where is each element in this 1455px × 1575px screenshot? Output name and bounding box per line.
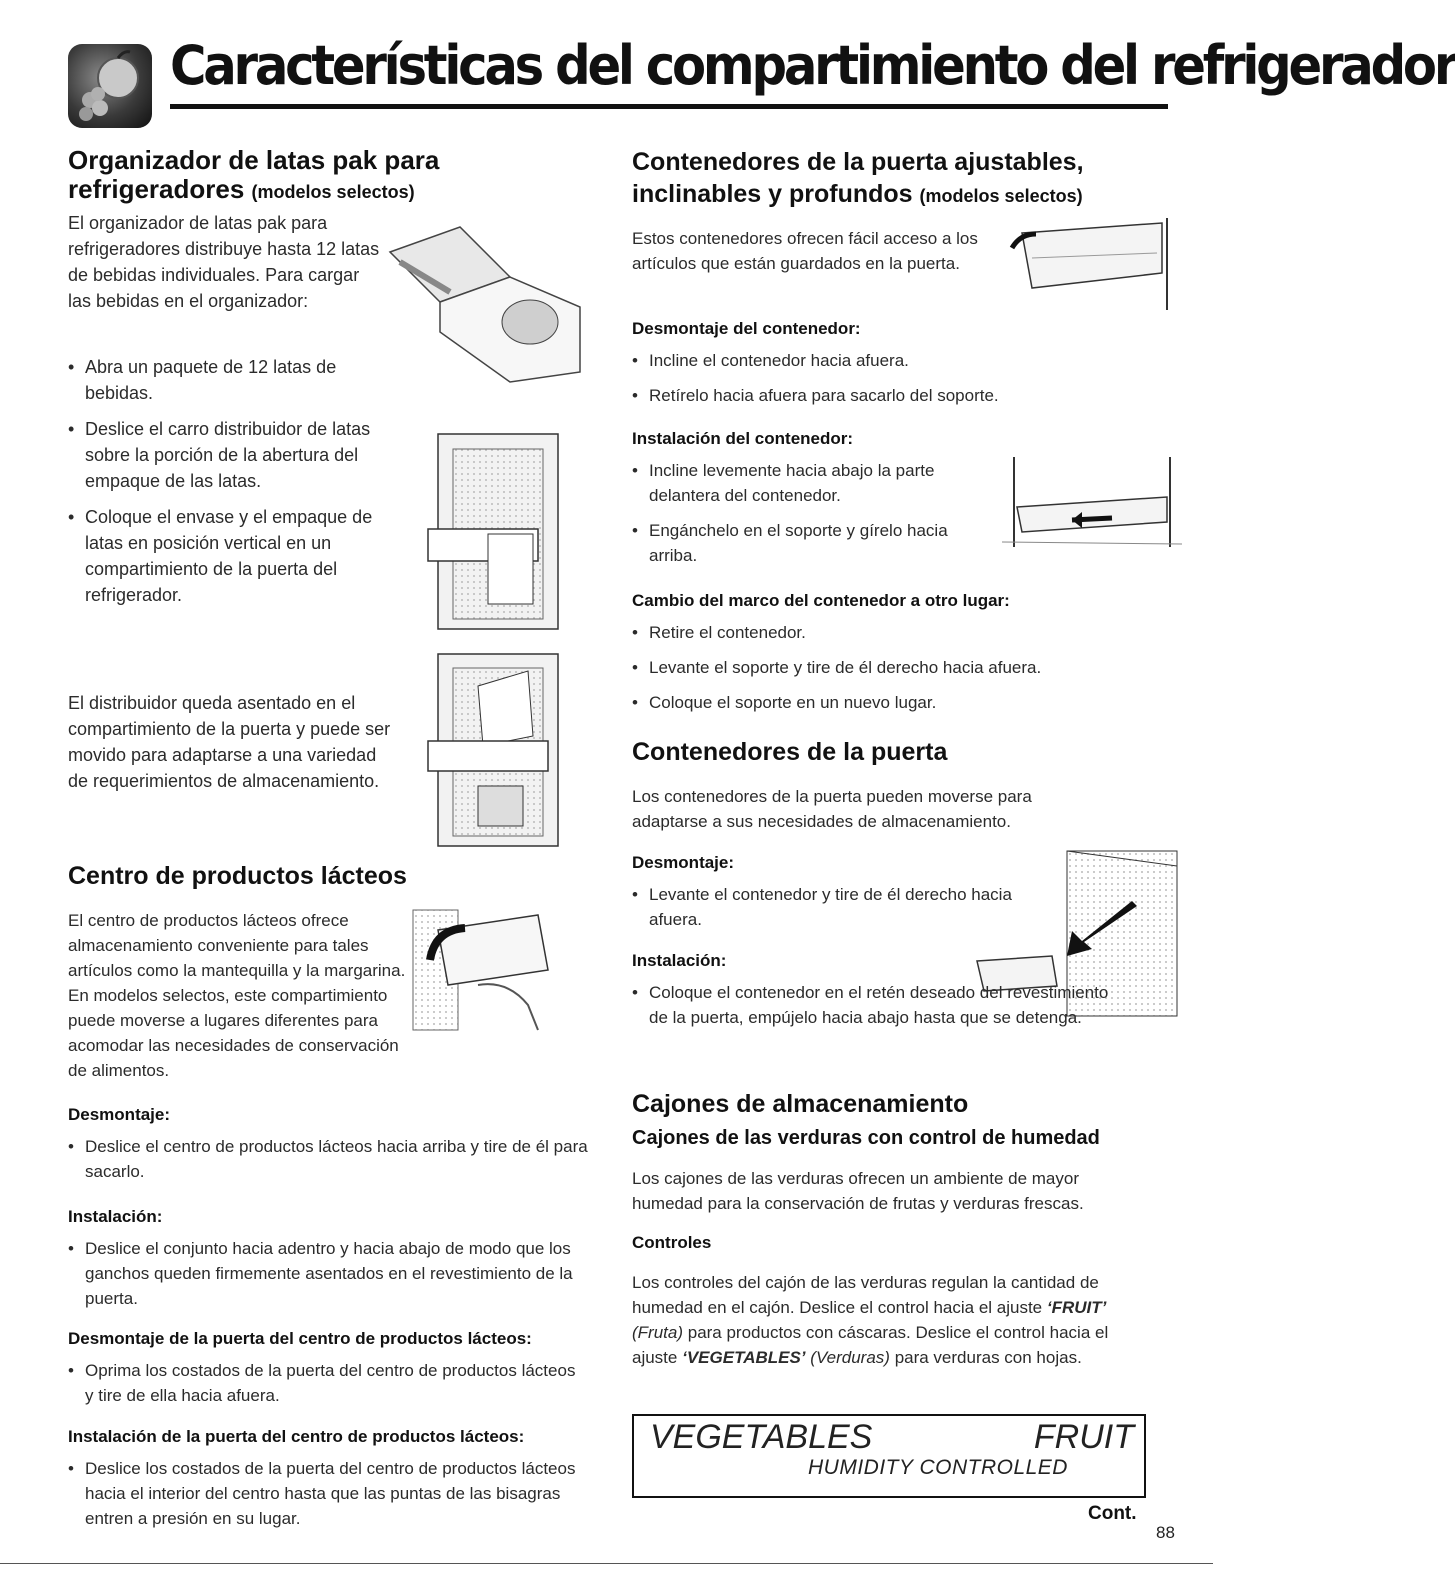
cajones-intro: Los cajones de las verduras ofrecen un ambiente de mayor humedad para la conservación de frutas y verduras frescas. bbox=[632, 1169, 1084, 1213]
fruit-logo-icon bbox=[68, 44, 152, 128]
controles-paragraph bbox=[632, 1270, 1112, 1370]
list-item: • Levante el soporte y tire de él derecho hacia afuera. bbox=[632, 655, 1172, 680]
lacteos-inst-puerta-label: Instalación de la puerta del centro de productos lácteos: bbox=[68, 1427, 525, 1446]
lacteos-heading: Centro de productos lácteos bbox=[68, 862, 407, 890]
ajustables-heading bbox=[632, 146, 1172, 212]
latas-heading-text: Organizador de latas pak para refrigeradores bbox=[68, 145, 440, 204]
list-item: • Incline levemente hacia abajo la parte delantera del contenedor. bbox=[632, 458, 992, 508]
humidity-control-panel bbox=[632, 1414, 1146, 1498]
cajones-subheading: Cajones de las verduras con control de humedad bbox=[632, 1127, 1100, 1149]
puerta-intro: Los contenedores de la puerta pueden moverse para adaptarse a sus necesidades de almacenamiento. bbox=[632, 787, 1032, 831]
controles-text-1: Los controles del cajón de las verduras regulan la cantidad de humedad en el cajón. Deslice el control hacia el ajuste bbox=[632, 1273, 1099, 1317]
lacteos-desm-puerta-list bbox=[68, 1358, 588, 1408]
lacteos-instalacion-label: Instalación: bbox=[68, 1207, 163, 1226]
controles-text-3: para verduras con hojas. bbox=[894, 1348, 1082, 1367]
fruit-translation: (Fruta) bbox=[632, 1323, 683, 1342]
ajustables-cambio-label: Cambio del marco del contenedor a otro lugar: bbox=[632, 591, 1010, 610]
humidity-controlled-label: HUMIDITY CONTROLLED bbox=[808, 1456, 1068, 1479]
door-with-dispenser-seated-illustration bbox=[418, 646, 568, 851]
ajustables-cambio-list bbox=[632, 620, 1172, 715]
lacteos-inst-puerta-list bbox=[68, 1456, 578, 1531]
ajustables-desmontaje-list bbox=[632, 348, 1152, 408]
lacteos-desm-puerta-label: Desmontaje de la puerta del centro de productos lácteos: bbox=[68, 1329, 532, 1348]
lacteos-instalacion-list bbox=[68, 1236, 608, 1311]
ajustables-desmontaje-label: Desmontaje del contenedor: bbox=[632, 319, 861, 338]
controles-text-2: para productos con cáscaras. Deslice el control hacia el ajuste bbox=[632, 1323, 1109, 1367]
list-item: • Retírelo hacia afuera para sacarlo del soporte. bbox=[632, 383, 1152, 408]
bin-install-illustration bbox=[1002, 452, 1182, 552]
list-item: • Levante el contenedor y tire de él derecho hacia afuera. bbox=[632, 882, 1012, 932]
controles-label: Controles bbox=[632, 1233, 712, 1252]
latas-bullets bbox=[68, 354, 398, 608]
list-item: • Retire el contenedor. bbox=[632, 620, 1172, 645]
ajustables-instalacion-list bbox=[632, 458, 992, 568]
dairy-center-illustration bbox=[408, 890, 588, 1030]
ajustables-instalacion-label: Instalación del contenedor: bbox=[632, 429, 854, 448]
puerta-instalacion-label: Instalación: bbox=[632, 951, 727, 970]
list-item: • Coloque el soporte en un nuevo lugar. bbox=[632, 690, 1172, 715]
vegetables-label: VEGETABLES bbox=[650, 1418, 873, 1456]
can-organizer-illustration bbox=[380, 222, 585, 382]
fruit-setting: ‘FRUIT’ bbox=[1046, 1298, 1107, 1317]
page-number: 88 bbox=[1156, 1523, 1175, 1542]
vegetables-setting: ‘VEGETABLES’ bbox=[682, 1348, 806, 1367]
puerta-heading: Contenedores de la puerta bbox=[632, 738, 948, 766]
list-item: • Incline el contenedor hacia afuera. bbox=[632, 348, 1152, 373]
list-item: • Coloque el envase y el empaque de latas en posición vertical en un compartimiento de la puerta del refrigerador. bbox=[68, 504, 398, 608]
puerta-desmontaje-list bbox=[632, 882, 1012, 932]
lacteos-desmontaje-list bbox=[68, 1134, 598, 1184]
lacteos-desmontaje-label: Desmontaje: bbox=[68, 1105, 171, 1124]
ajustables-heading-suffix: (modelos selectos) bbox=[919, 186, 1083, 206]
vegetables-translation: (Verduras) bbox=[810, 1348, 890, 1367]
lacteos-intro: El centro de productos lácteos ofrece almacenamiento conveniente para tales artículos como la mantequilla y la margarina. En modelos selectos, este compartimiento puede moverse a lugares diferentes para acomodar las necesidades de conservación de alimentos. bbox=[68, 911, 406, 1080]
list-item: • Deslice los costados de la puerta del centro de productos lácteos hacia el interior del centro hasta que las puntas de las bisagras entren a presión en su lugar. bbox=[68, 1456, 578, 1531]
door-with-can-dispenser-illustration bbox=[418, 424, 568, 634]
list-item: • Coloque el contenedor en el retén deseado del revestimiento de la puerta, empújelo hacia abajo hasta que se detenga. bbox=[632, 980, 1112, 1030]
title-divider bbox=[170, 104, 1168, 109]
puerta-instalacion-list bbox=[632, 980, 1112, 1030]
list-item: • Abra un paquete de 12 latas de bebidas. bbox=[68, 354, 398, 406]
bottom-divider bbox=[0, 1563, 1213, 1564]
list-item: • Engánchelo en el soporte y gírelo hacia arriba. bbox=[632, 518, 992, 568]
ajustables-heading-text: Contenedores de la puerta ajustables, inclinables y profundos bbox=[632, 148, 1084, 208]
lacteos-intro-a bbox=[68, 908, 408, 1083]
fruit-label: FRUIT bbox=[1033, 1418, 1134, 1456]
list-item: • Oprima los costados de la puerta del centro de productos lácteos y tire de ella hacia afuera. bbox=[68, 1358, 588, 1408]
page-title: Características del compartimiento del refrigerador bbox=[170, 34, 1455, 97]
puerta-desmontaje-label: Desmontaje: bbox=[632, 853, 735, 872]
latas-heading-suffix: (modelos selectos) bbox=[251, 182, 415, 202]
ajustables-intro: Estos contenedores ofrecen fácil acceso a los artículos que están guardados en la puerta. bbox=[632, 229, 978, 273]
cajones-heading: Cajones de almacenamiento bbox=[632, 1090, 969, 1118]
list-item: • Deslice el conjunto hacia adentro y hacia abajo de modo que los ganchos queden firmemente asentados en el revestimiento de la puerta. bbox=[68, 1236, 608, 1311]
latas-outro: El distribuidor queda asentado en el compartimiento de la puerta y puede ser movido para adaptarse a una variedad de requerimientos de almacenamiento. bbox=[68, 693, 391, 791]
list-item: • Deslice el centro de productos lácteos hacia arriba y tire de él para sacarlo. bbox=[68, 1134, 598, 1184]
continued-label: Cont. bbox=[1088, 1503, 1137, 1524]
latas-intro: El organizador de latas pak para refrigeradores distribuye hasta 12 latas de bebidas individuales. Para cargar las bebidas en el organizador: bbox=[68, 213, 380, 311]
list-item: • Deslice el carro distribuidor de latas sobre la porción de la abertura del empaque de las latas. bbox=[68, 416, 398, 494]
latas-heading bbox=[68, 146, 538, 207]
tilt-bin-illustration bbox=[1002, 218, 1182, 310]
